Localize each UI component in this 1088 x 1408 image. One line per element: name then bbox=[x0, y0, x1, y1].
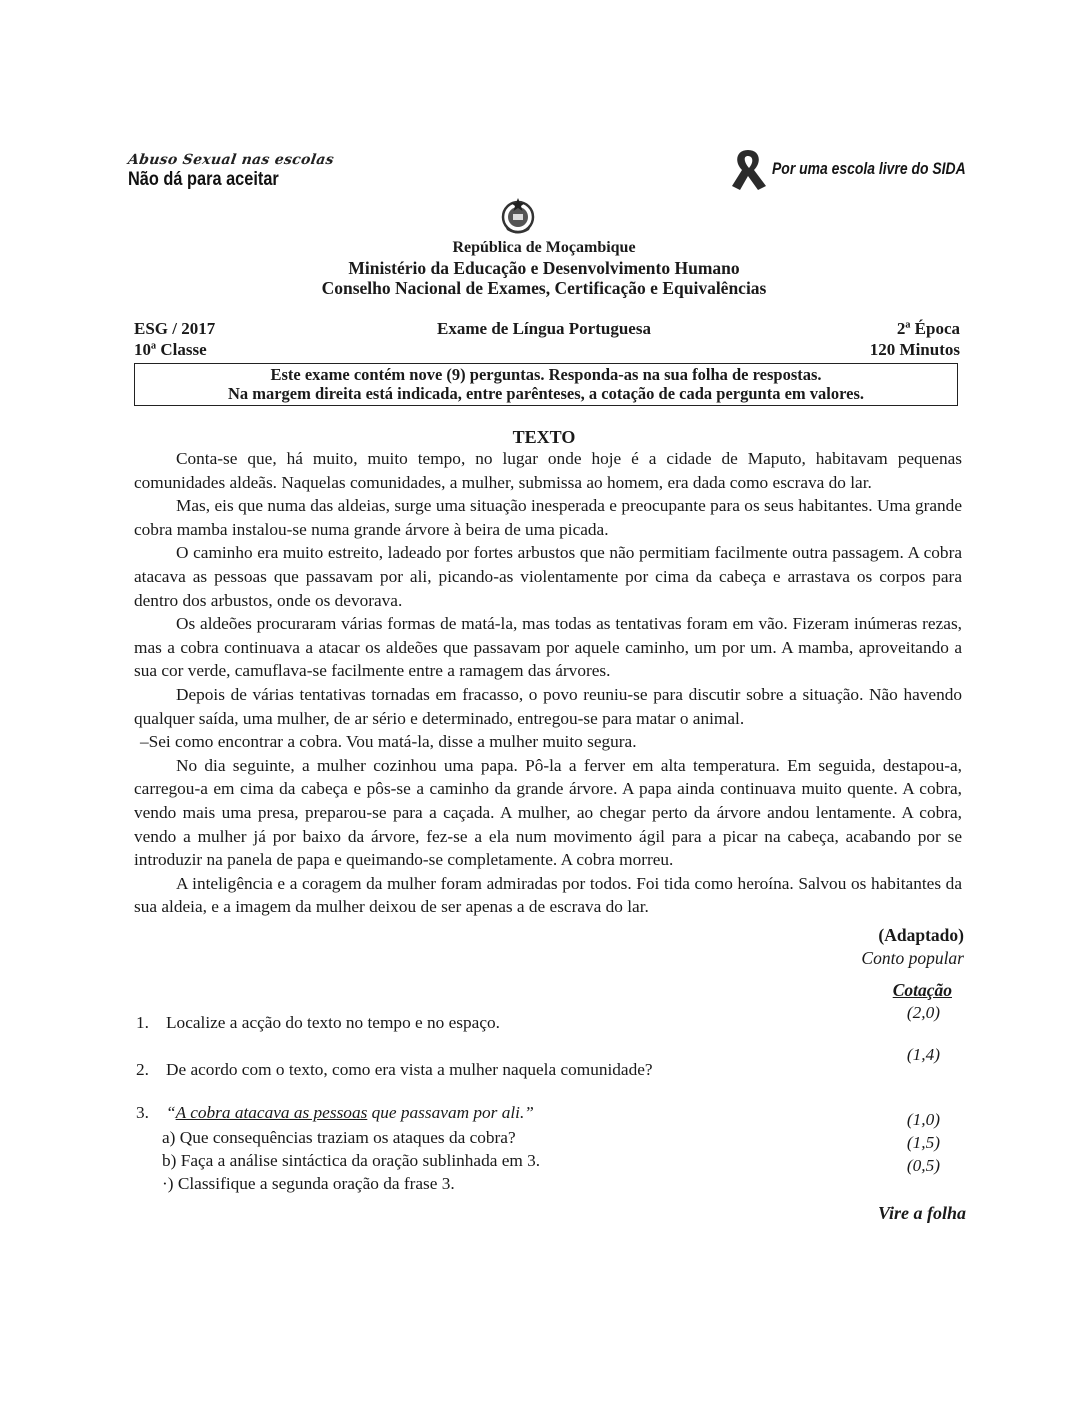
exam-title: Exame de Língua Portuguesa bbox=[437, 319, 651, 338]
story-paragraph: A inteligência e a coragem da mulher foram admiradas por todos. Foi tida como heroína. Salvou os habitantes da sua aldeia, e a imagem da mulher deixou de ser apenas a de escrava do lar. bbox=[134, 873, 962, 917]
question-text: De acordo com o texto, como era vista a mulher naquela comunidade? bbox=[166, 1060, 653, 1079]
score-column-header: Cotação bbox=[892, 980, 952, 1000]
awareness-ribbon-icon bbox=[728, 146, 778, 192]
question-3a: a) Que consequências traziam os ataques da cobra? bbox=[162, 1128, 516, 1147]
question-3b-score: (1,5) bbox=[906, 1133, 940, 1152]
story-paragraph: O caminho era muito estreito, ladeado por fortes arbustos que não permitiam facilmente outra passagem. A cobra atacava as pessoas que passavam por ali, picando-as violentamente por cima da cabeça e arrastava os corpos para dentro dos arbustos, onde os devorava. bbox=[134, 543, 962, 610]
text-section-title: TEXTO bbox=[512, 427, 576, 447]
source-note: (Adaptado) bbox=[878, 925, 964, 945]
question-number: 1. bbox=[136, 1013, 149, 1032]
question-3-quote bbox=[166, 1103, 534, 1122]
exam-code: ESG / 2017 bbox=[134, 319, 216, 338]
exam-class: 10ª Classe bbox=[134, 340, 207, 359]
campaign-banner-right bbox=[728, 146, 978, 192]
question-3a-score: (1,0) bbox=[906, 1110, 940, 1129]
exam-season: 2ª Época bbox=[896, 319, 960, 338]
campaign-banner-left bbox=[128, 152, 334, 191]
instructions-box bbox=[134, 363, 958, 406]
question-3b: b) Faça a análise sintáctica da oração sublinhada em 3. bbox=[162, 1151, 541, 1170]
story-text bbox=[134, 447, 962, 919]
republic-name: República de Moçambique bbox=[452, 239, 636, 256]
coat-of-arms-icon bbox=[497, 196, 539, 236]
question-3c-score: (0,5) bbox=[906, 1156, 940, 1175]
ministry-name: Ministério da Educação e Desenvolvimento Humano bbox=[348, 258, 740, 278]
exam-duration: 120 Minutos bbox=[869, 340, 960, 359]
quote-close: ” bbox=[524, 1103, 534, 1122]
story-dialogue: –Sei como encontrar a cobra. Vou matá-la, disse a mulher muito segura. bbox=[140, 732, 637, 752]
story-paragraph: Depois de várias tentativas tornadas em fracasso, o povo reuniu-se para discutir sobre a situação. Não havendo qualquer saída, uma mulher, de ar sério e determinado, entregou-se para matar o animal. bbox=[134, 684, 962, 728]
question-number: 3. bbox=[136, 1103, 149, 1122]
exam-meta-right bbox=[870, 318, 960, 360]
story-paragraph: No dia seguinte, a mulher cozinhou uma papa. Pô-la a ferver em alta temperatura. Em seguida, destapou-a, carregou-a em cima da cabeça e pôs-se a caminho da grande árvore. A papa ainda continuava muito quente. A cobra, vendo mais uma presa, preparou-se para a caçada. A mulher, ao chegar perto da árvore andou lentamente. A cobra, vendo a mulher já por baixo da árvore, fez-se a ela num movimento ágil para a picar na cabeça, acabando por se introduzir na panela de papa e queimando-se completamente. A cobra morreu. bbox=[134, 755, 962, 870]
question-1-score: (2,0) bbox=[906, 1003, 940, 1022]
question-3 bbox=[136, 1103, 534, 1123]
quote-open: “ bbox=[166, 1103, 176, 1122]
turn-page-note: Vire a folha bbox=[877, 1203, 966, 1223]
campaign-script-text: Abuso Sexual nas escolas bbox=[126, 152, 335, 168]
council-name: Conselho Nacional de Exames, Certificação e Equivalências bbox=[321, 278, 767, 298]
question-1 bbox=[136, 1013, 500, 1033]
question-2 bbox=[136, 1060, 653, 1080]
source-attribution: Conto popular bbox=[861, 948, 964, 968]
underlined-clause: A cobra atacava as pessoas bbox=[175, 1103, 368, 1122]
institution-header bbox=[0, 238, 1088, 298]
story-paragraph: Conta-se que, há muito, muito tempo, no lugar onde hoje é a cidade de Maputo, habitavam pequenas comunidades aldeãs. Naquelas comunidades, a mulher, submissa ao homem, era dada como escrava do lar. bbox=[134, 449, 962, 492]
instruction-line-1: Este exame contém nove (9) perguntas. Responda-as na sua folha de respostas. bbox=[270, 365, 822, 384]
question-number: 2. bbox=[136, 1060, 149, 1079]
question-3c: ·) Classifique a segunda oração da frase 3. bbox=[162, 1174, 455, 1193]
story-paragraph: Mas, eis que numa das aldeias, surge uma situação inesperada e preocupante para os seus habitantes. Uma grande cobra mamba instalou-se numa grande árvore à beira de uma picada. bbox=[134, 496, 962, 539]
question-text: Localize a acção do texto no tempo e no espaço. bbox=[166, 1013, 500, 1032]
quote-rest: que passavam por ali. bbox=[367, 1103, 525, 1122]
question-2-score: (1,4) bbox=[906, 1045, 940, 1064]
instruction-line-2: Na margem direita está indicada, entre parênteses, a cotação de cada pergunta em valores. bbox=[227, 384, 865, 403]
campaign-slogan: Não dá para aceitar bbox=[128, 169, 279, 190]
campaign-slogan-right: Por uma escola livre do SIDA bbox=[772, 159, 966, 178]
story-paragraph: Os aldeões procuraram várias formas de matá-la, mas todas as tentativas foram em vão. Fizeram inúmeras rezas, mas a cobra continuava a atacar os aldeões que passavam por aquele caminho, um por um. A mamba, aproveitando a sua cor verde, camuflava-se facilmente entre a ramagem das árvores. bbox=[134, 614, 962, 681]
